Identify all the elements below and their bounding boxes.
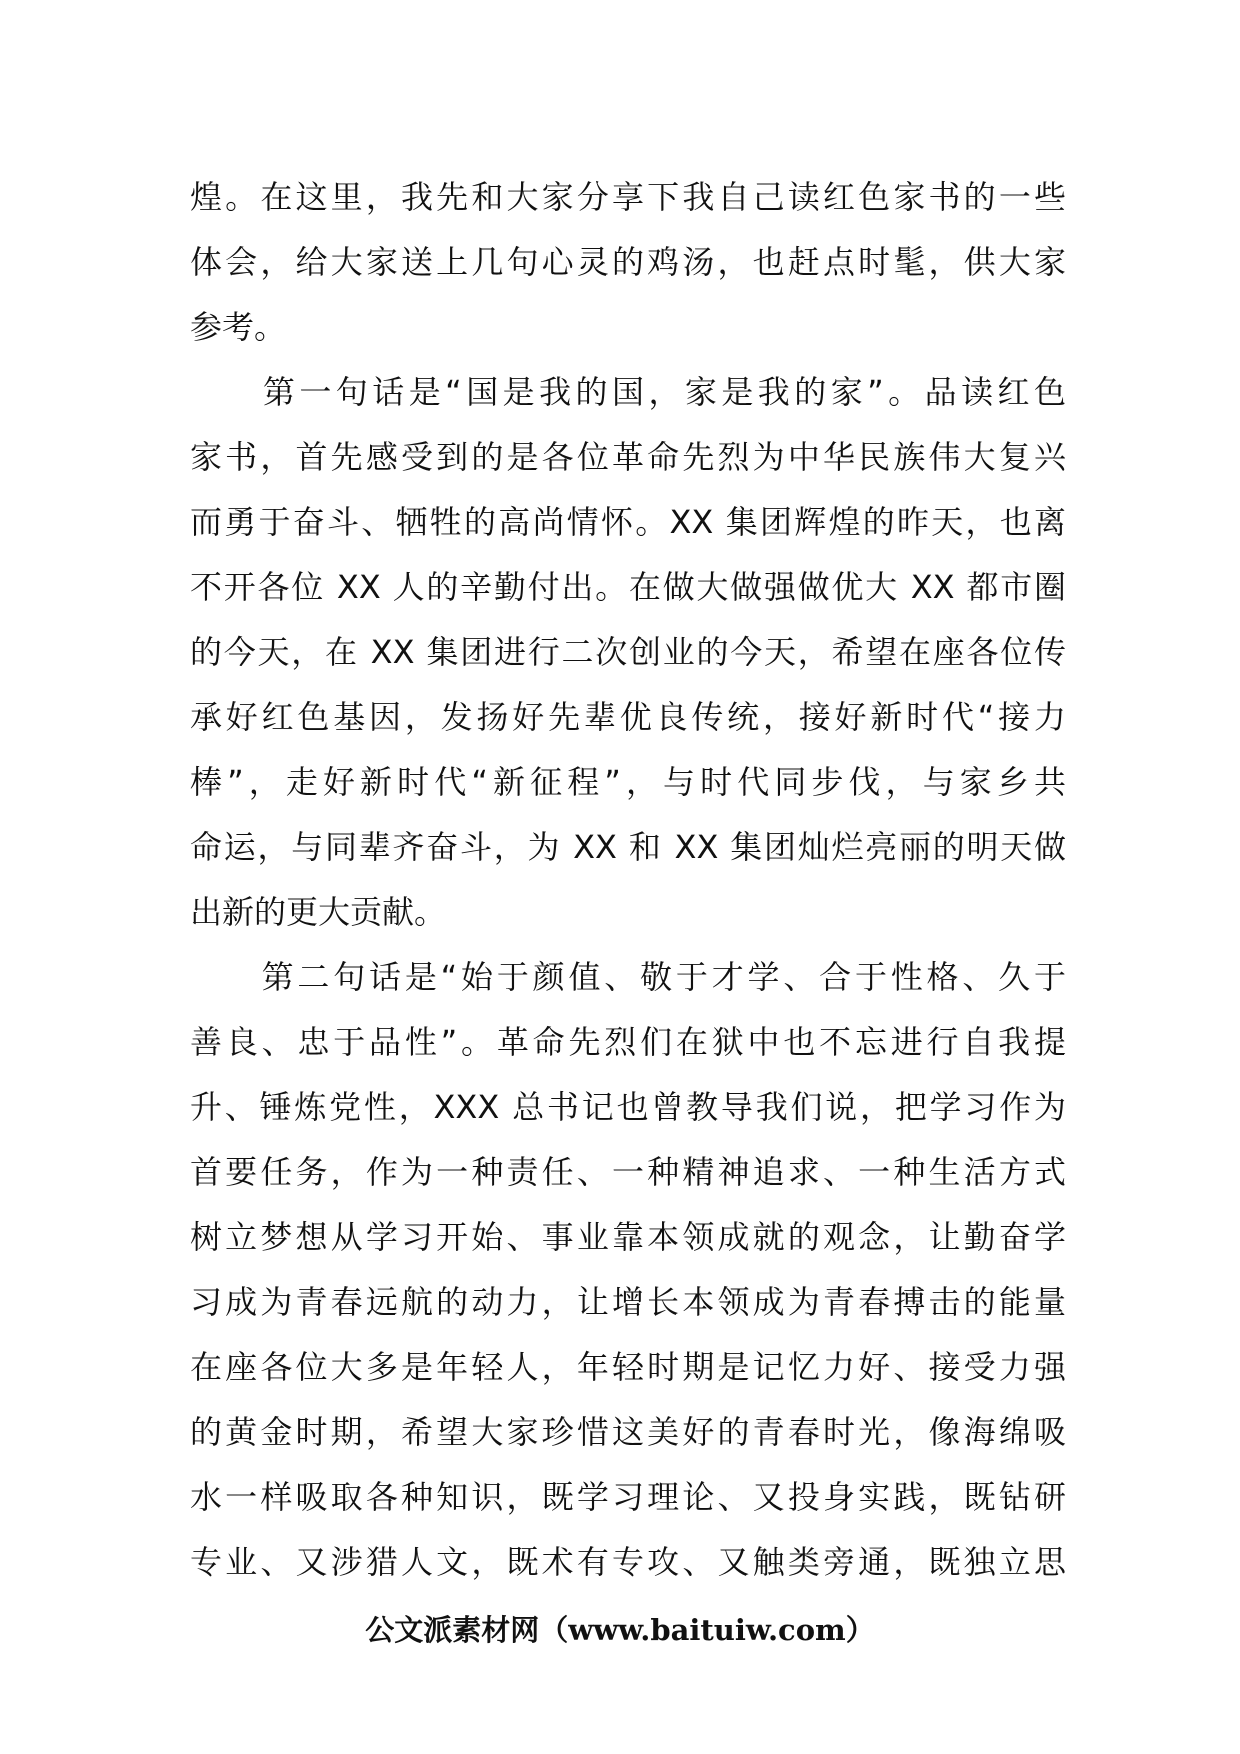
text-line: 升、锤炼党性，XXX 总书记也曾教导我们说，把学习作为 <box>190 1088 1066 1126</box>
text-line: 煌。在这里，我先和大家分享下我自己读红色家书的一些 <box>190 178 1066 216</box>
text-line: 习成为青春远航的动力，让增长本领成为青春搏击的能量 <box>190 1283 1066 1321</box>
text-line: 承好红色基因，发扬好先辈优良传统，接好新时代“接力 <box>190 698 1066 736</box>
text-line: 出新的更大贡献。 <box>190 893 447 931</box>
text-line: 的黄金时期，希望大家珍惜这美好的青春时光，像海绵吸 <box>190 1413 1066 1451</box>
text-line: 首要任务，作为一种责任、一种精神追求、一种生活方式 <box>190 1153 1066 1191</box>
text-line: 专业、又涉猎人文，既术有专攻、又触类旁通，既独立思 <box>190 1543 1066 1581</box>
text-line: 的今天，在 XX 集团进行二次创业的今天，希望在座各位传 <box>190 633 1066 671</box>
text-line: 在座各位大多是年轻人，年轻时期是记忆力好、接受力强 <box>190 1348 1066 1386</box>
text-line: 不开各位 XX 人的辛勤付出。在做大做强做优大 XX 都市圈 <box>190 568 1066 606</box>
text-line: 第二句话是“始于颜值、敬于才学、合于性格、久于 <box>190 958 1066 996</box>
text-line: 善良、忠于品性”。革命先烈们在狱中也不忘进行自我提 <box>190 1023 1066 1061</box>
text-line: 水一样吸取各种知识，既学习理论、又投身实践，既钻研 <box>190 1478 1066 1516</box>
text-line: 体会，给大家送上几句心灵的鸡汤，也赶点时髦，供大家 <box>190 243 1066 281</box>
text-line: 棒”，走好新时代“新征程”，与时代同步伐，与家乡共 <box>190 763 1066 801</box>
text-line: 命运，与同辈齐奋斗，为 XX 和 XX 集团灿烂亮丽的明天做 <box>190 828 1066 866</box>
text-line: 树立梦想从学习开始、事业靠本领成就的观念，让勤奋学 <box>190 1218 1066 1256</box>
body-text <box>190 165 1066 1595</box>
text-line: 第一句话是“国是我的国，家是我的家”。品读红色 <box>190 373 1066 411</box>
page-footer: 公文派素材网（www.baituiw.com） <box>365 1613 875 1647</box>
text-line: 而勇于奋斗、牺牲的高尚情怀。XX 集团辉煌的昨天，也离 <box>190 503 1066 541</box>
text-line: 参考。 <box>190 308 287 346</box>
text-line: 家书，首先感受到的是各位革命先烈为中华民族伟大复兴 <box>190 438 1066 476</box>
